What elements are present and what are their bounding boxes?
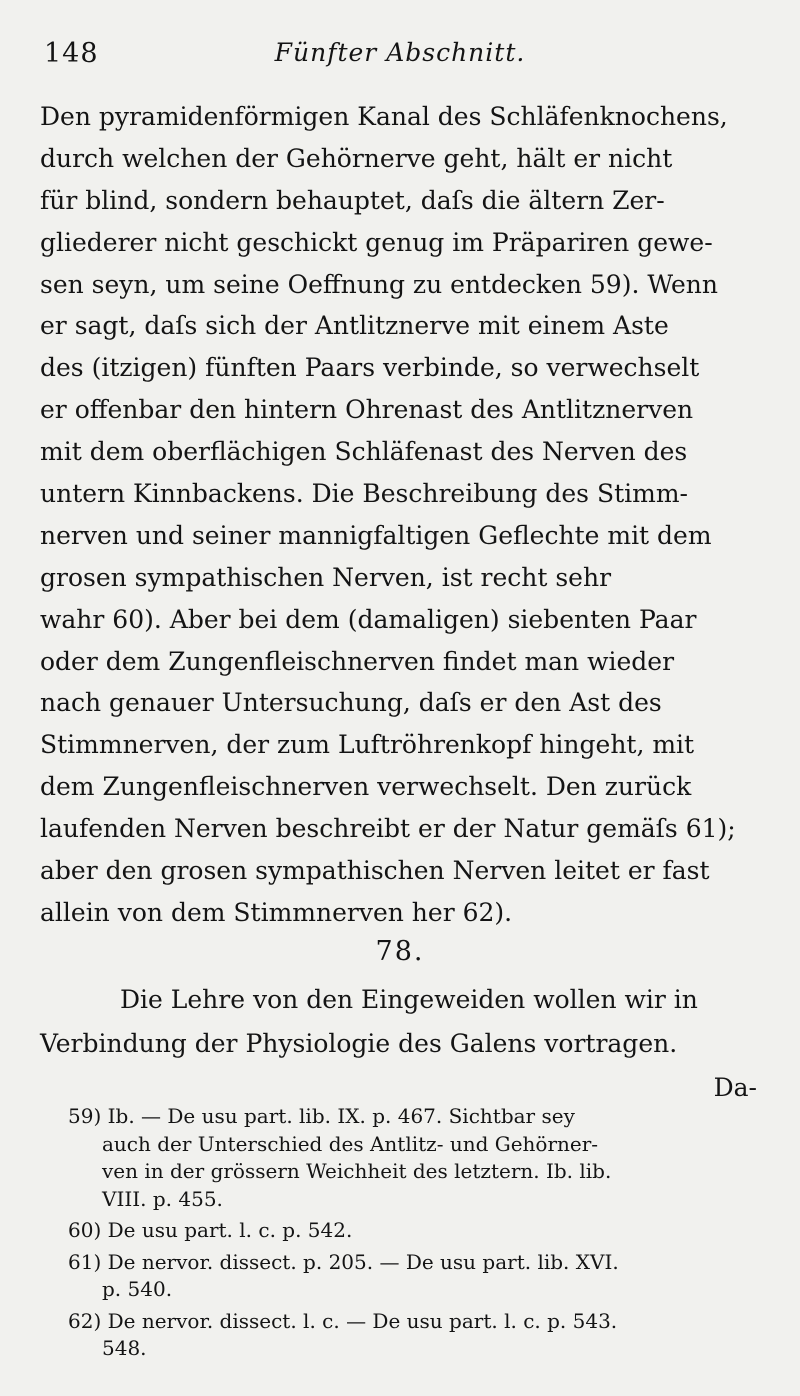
text-line-content: er offenbar den hintern Ohrenast des Antlitznerven (40, 395, 694, 425)
page-header (40, 38, 760, 78)
footnote-line: 60) De usu part. l. c. p. 542. (68, 1218, 353, 1242)
text-line-content: Stimmnerven, der zum Luftröhrenkopf hingeht, mit (40, 730, 695, 760)
section-number: 78. (375, 936, 425, 967)
text-line (40, 978, 757, 1022)
footnote-line: p. 540. (102, 1277, 173, 1301)
text-line-content: gliederer nicht geschickt genug im Präpariren gewe- (40, 227, 713, 257)
text-line (40, 557, 757, 599)
text-line-content: aber den grosen sympathischen Nerven leitet er fast (40, 856, 710, 886)
text-line (40, 515, 757, 557)
text-line (40, 599, 757, 641)
text-line-content: Die Lehre von den Eingeweiden wollen wir in (120, 985, 698, 1014)
footnote-59 (68, 1103, 756, 1131)
text-line-content: untern Kinnbackens. Die Beschreibung des Stimm- (40, 479, 688, 509)
text-line (40, 431, 757, 473)
text-line-content: dem Zungenfleischnerven verwechselt. Den zurück (40, 772, 692, 802)
footnote-59-continued (68, 1131, 756, 1159)
text-line (40, 222, 757, 264)
footnote-line: auch der Unterschied des Antlitz- und Gehörner- (102, 1131, 599, 1156)
catchword-text: Da- (713, 1073, 757, 1102)
text-line (40, 347, 757, 389)
text-line-content: des (itzigen) fünften Paars verbinde, so verwechselt (40, 353, 700, 383)
text-line (40, 1022, 757, 1066)
text-line (40, 96, 757, 138)
page-number: 148 (44, 38, 99, 69)
text-line-content: Den pyramidenförmigen Kanal des Schläfenknochens, (40, 102, 728, 131)
text-line (40, 682, 757, 724)
text-line-content: grosen sympathischen Nerven, ist recht sehr (40, 562, 612, 592)
text-line (40, 473, 757, 515)
footnote-59-continued (68, 1158, 756, 1186)
text-line (40, 305, 757, 347)
text-line-content: allein von dem Stimmnerven her 62). (40, 897, 513, 927)
footnotes (68, 1103, 756, 1363)
text-line (40, 180, 757, 222)
main-paragraph (40, 96, 757, 934)
footnote-62-continued (68, 1335, 756, 1363)
footnote-59-continued (68, 1186, 756, 1214)
footnote-line: 548. (102, 1336, 147, 1360)
text-line-content: nerven und seiner mannigfaltigen Geflechte mit dem (40, 520, 712, 550)
text-line-content: oder dem Zungenfleischnerven findet man wieder (40, 646, 675, 676)
text-line-content: durch welchen der Gehörnerve geht, hält er nicht (40, 143, 673, 173)
text-line (40, 264, 757, 306)
text-line-content: für blind, sondern behauptet, daſs die ältern Zer- (40, 185, 665, 215)
text-line-content: mit dem oberflächigen Schläfenast des Nerven des (40, 437, 688, 467)
text-line (40, 641, 757, 683)
footnote-line: 59) Ib. — De usu part. lib. IX. p. 467. Sichtbar sey (68, 1104, 575, 1128)
second-paragraph (40, 978, 757, 1110)
footnote-line: ven in der grössern Weichheit des letztern. Ib. lib. (102, 1159, 612, 1183)
text-line (40, 389, 757, 431)
text-line-content: er sagt, daſs sich der Antlitznerve mit einem Aste (40, 311, 669, 341)
text-line-content: Verbindung der Physiologie des Galens vortragen. (40, 1029, 678, 1058)
text-line (40, 808, 757, 850)
footnote-61 (68, 1249, 756, 1277)
text-line-content: sen seyn, um seine Oeffnung zu entdecken 59). Wenn (40, 269, 719, 299)
footnote-line: 62) De nervor. dissect. l. c. — De usu part. l. c. p. 543. (68, 1308, 618, 1333)
footnote-line: 61) De nervor. dissect. p. 205. — De usu part. lib. XVI. (68, 1249, 619, 1274)
footnote-60 (68, 1217, 756, 1245)
footnote-62 (68, 1308, 756, 1336)
text-line (40, 850, 757, 892)
text-line-content: nach genauer Untersuchung, daſs er den Ast des (40, 688, 662, 718)
text-line (40, 724, 757, 766)
footnote-61-continued (68, 1276, 756, 1304)
text-line (40, 138, 757, 180)
text-line (40, 892, 757, 934)
text-line-content: wahr 60). Aber bei dem (damaligen) siebenten Paar (40, 604, 697, 634)
text-line (40, 766, 757, 808)
running-head: Fünfter Abschnitt. (274, 38, 526, 67)
footnote-line: VIII. p. 455. (102, 1186, 223, 1211)
text-line-content: laufenden Nerven beschreibt er der Natur gemäſs 61); (40, 814, 736, 844)
